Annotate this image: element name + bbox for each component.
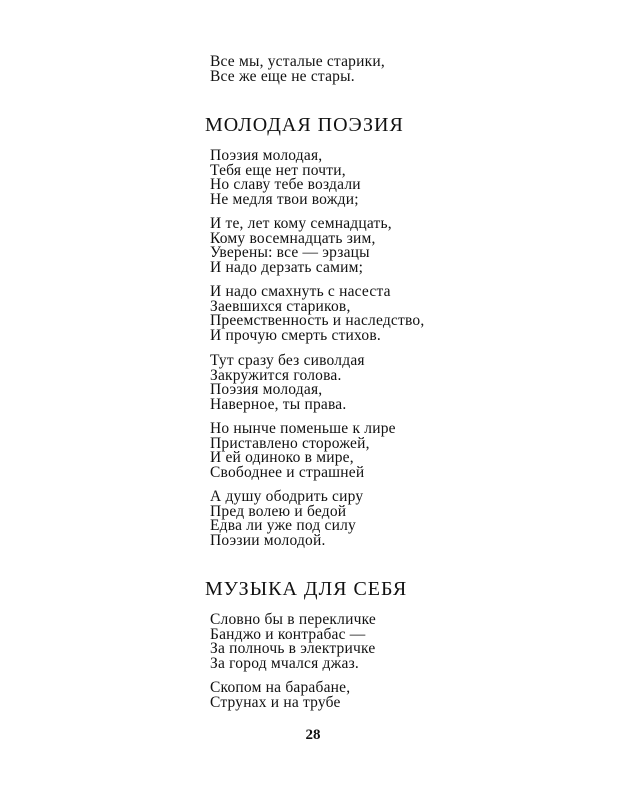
poem-line: Наверное, ты права. (210, 395, 347, 413)
poem-line: Все же еще не стары. (210, 67, 355, 85)
stanza (210, 149, 361, 207)
poem-title: МУЗЫКА ДЛЯ СЕБЯ (205, 578, 408, 600)
page-number: 28 (305, 727, 321, 743)
poem-line: Приставлено сторожей, (210, 434, 370, 452)
stanza (210, 422, 396, 480)
poem-line: Уверены: все — эрзацы (210, 244, 370, 262)
poem-line: Не медля твои вожди; (210, 190, 359, 208)
poem-line: И те, лет кому семнадцать, (210, 215, 392, 232)
poem-line: Тут сразу без сиволдая (210, 352, 365, 369)
stanza (210, 354, 365, 412)
poem-title: МОЛОДАЯ ПОЭЗИЯ (205, 114, 404, 136)
stanza (210, 285, 424, 343)
stanza (210, 490, 363, 548)
intro-stanza (210, 55, 385, 84)
poem-line: Поэзии молодой. (210, 531, 326, 549)
stanza (210, 681, 350, 710)
poem-line: За полночь в электричке (210, 640, 376, 658)
poem-line: Преемственность и наследство, (210, 312, 425, 330)
poem-line: Но славу тебе воздали (210, 176, 361, 194)
poem-line: Но нынче поменьше к лире (210, 420, 396, 437)
poem-line: Струнах и на трубе (210, 693, 341, 711)
poem-line: Пред волею и бедой (210, 502, 347, 520)
poem-line: За город мчался джаз. (210, 654, 359, 672)
poem-line: Банджо и контрабас — (210, 625, 366, 643)
poem-line: Кому восемнадцать зим, (210, 229, 376, 247)
poem-line: И ей одиноко в мире, (210, 449, 354, 467)
poem-line: Скопом на барабане, (210, 679, 351, 696)
poem-line: И надо дерзать самим; (210, 258, 364, 276)
poem-line: Поэзия молодая, (210, 381, 323, 399)
poem-line: Поэзия молодая, (210, 147, 323, 164)
poem-line: И надо смахнуть с насеста (210, 283, 391, 300)
poem-line: Закружится голова. (210, 366, 342, 384)
poem-line: Заевшихся стариков, (210, 297, 351, 315)
stanza (210, 217, 392, 275)
stanza (210, 613, 376, 671)
poem-line: Все мы, усталые старики, (210, 53, 385, 70)
poem-line: Словно бы в перекличке (210, 611, 377, 628)
poem-line: Свободнее и страшней (210, 463, 365, 481)
poem-line: И прочую смерть стихов. (210, 326, 381, 344)
poem-line: А душу ободрить сиру (210, 488, 364, 505)
poem-line: Тебя еще нет почти, (210, 161, 346, 179)
poem-line: Едва ли уже под силу (210, 517, 356, 535)
